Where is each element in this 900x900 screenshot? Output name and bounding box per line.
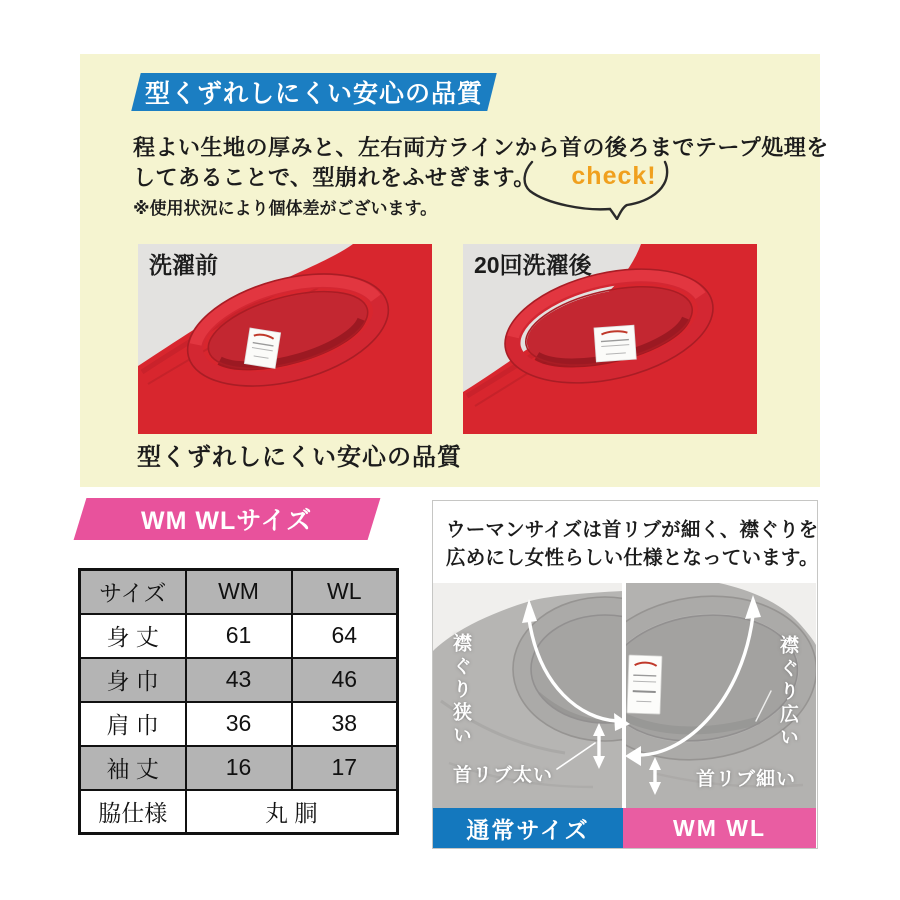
- table-row: [80, 614, 398, 658]
- neck-narrow-label: 襟ぐり狭い: [450, 633, 471, 748]
- quality-desc-line1: 程よい生地の厚みと、左右両方ラインから首の後ろまでテープ処理を: [133, 135, 829, 160]
- row-label: 肩 巾: [80, 702, 186, 746]
- quality-desc-line2: してあることで、型崩れをふせぎます。: [133, 165, 536, 190]
- wm-wl-tag: [623, 808, 816, 848]
- footer-label: 脇仕様: [80, 790, 186, 834]
- care-label-tag: [244, 328, 280, 368]
- size-banner-label: WM WLサイズ: [141, 507, 313, 535]
- quality-caption: 型くずれしにくい安心の品質: [137, 444, 462, 471]
- size-table-header-wl: WL: [292, 570, 398, 614]
- photo-after-wash: [463, 244, 757, 434]
- footer-value: 丸 胴: [186, 790, 398, 834]
- neck-wide-label: 襟ぐり広い: [777, 635, 798, 750]
- care-label-tag: [594, 325, 636, 362]
- row-wm-value: 16: [186, 746, 292, 790]
- photo-before-wash: [138, 244, 432, 434]
- size-banner: [74, 498, 381, 540]
- rib-thick-label: 首リブ太い: [453, 765, 554, 786]
- quality-banner: [131, 73, 496, 111]
- row-wl-value: 46: [292, 658, 398, 702]
- quality-banner-label: 型くずれしにくい安心の品質: [144, 80, 483, 108]
- size-table-header-size: サイズ: [80, 570, 186, 614]
- row-wl-value: 38: [292, 702, 398, 746]
- woman-size-compare-section: [432, 500, 818, 849]
- quality-note: ※使用状況により個体差がございます。: [133, 199, 438, 218]
- row-wl-value: 64: [292, 614, 398, 658]
- compare-desc-line1: ウーマンサイズは首リブが細く、襟ぐりを: [446, 519, 819, 541]
- check-label: check!: [571, 162, 657, 190]
- row-wl-value: 17: [292, 746, 398, 790]
- normal-size-tag: [433, 808, 623, 848]
- row-label: 袖 丈: [80, 746, 186, 790]
- row-label: 身 丈: [80, 614, 186, 658]
- row-label: 身 巾: [80, 658, 186, 702]
- size-table-header-row: [80, 570, 398, 614]
- table-row: [80, 658, 398, 702]
- photo-before-label: 洗濯前: [149, 252, 218, 278]
- size-table-header-wm: WM: [186, 570, 292, 614]
- table-row: [80, 746, 398, 790]
- quality-section: [80, 54, 829, 487]
- normal-size-tag-label: 通常サイズ: [466, 816, 590, 843]
- row-wm-value: 36: [186, 702, 292, 746]
- row-wm-value: 61: [186, 614, 292, 658]
- size-table: [78, 568, 399, 835]
- table-row: [80, 702, 398, 746]
- photo-after-label: 20回洗濯後: [474, 252, 592, 278]
- table-footer-row: [80, 790, 398, 834]
- compare-desc-line2: 広めにし女性らしい仕様となっています。: [446, 547, 819, 569]
- care-label-tag: [627, 655, 662, 714]
- rib-thin-label: 首リブ細い: [696, 769, 797, 790]
- wm-wl-tag-label: WM WL: [672, 814, 766, 841]
- row-wm-value: 43: [186, 658, 292, 702]
